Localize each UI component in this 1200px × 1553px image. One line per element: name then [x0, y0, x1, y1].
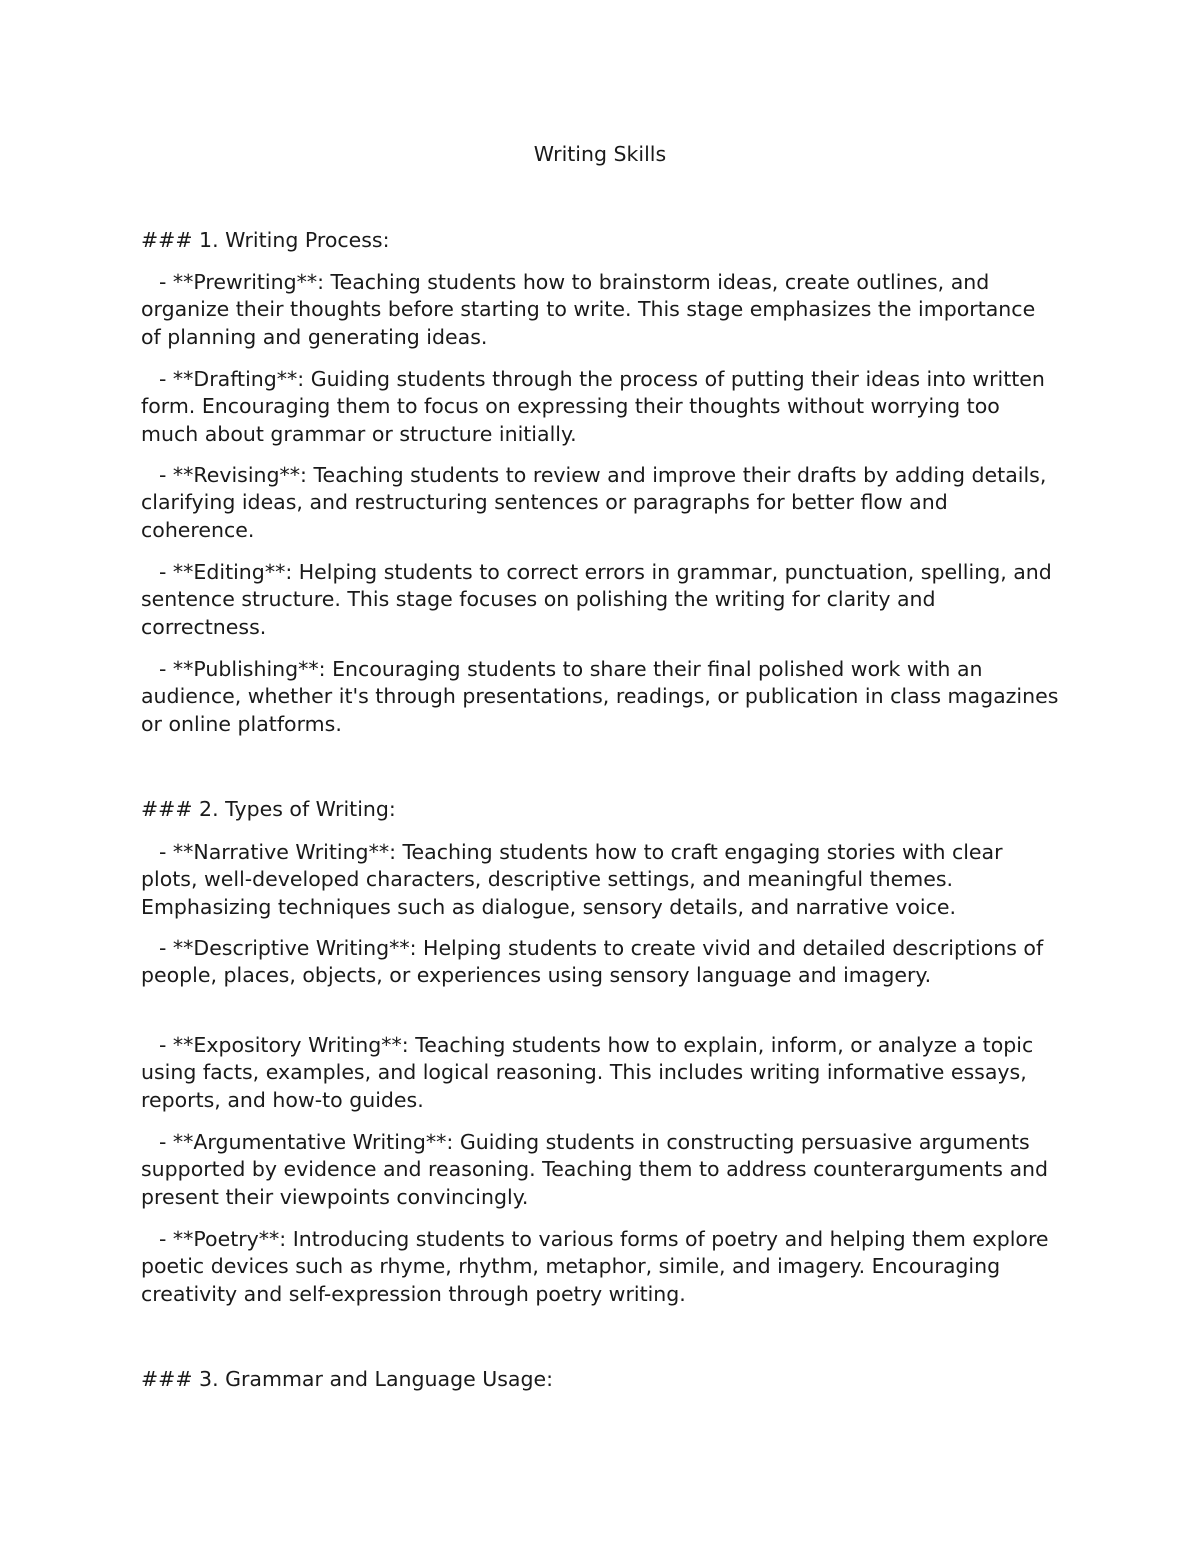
paragraph-editing: - **Editing**: Helping students to correct errors in grammar, punctuation, spelling, and sentence structure. This stage focuses on polishing the writing for clarity and correctness.: [141, 560, 1052, 639]
paragraph-descriptive-writing: - **Descriptive Writing**: Helping students to create vivid and detailed descriptions of people, places, objects, or experiences using sensory language and imagery.: [141, 936, 1044, 988]
paragraph-prewriting: - **Prewriting**: Teaching students how to brainstorm ideas, create outlines, and organize their thoughts before starting to write. This stage emphasizes the importance of planning and generating ideas.: [141, 270, 1036, 349]
paragraph-drafting: - **Drafting**: Guiding students through the process of putting their ideas into written form. Encouraging them to focus on expressing their thoughts without worrying too much about grammar or structure initially.: [141, 367, 1045, 446]
section-heading-writing-process: ### 1. Writing Process:: [141, 228, 390, 252]
paragraph-poetry: - **Poetry**: Introducing students to various forms of poetry and helping them explore poetic devices such as rhyme, rhythm, metaphor, simile, and imagery. Encouraging creativity and self-expression through poetry writing.: [141, 1227, 1049, 1306]
paragraph-expository-writing: - **Expository Writing**: Teaching students how to explain, inform, or analyze a topic using facts, examples, and logical reasoning. This includes writing informative essays, reports, and how-to guides.: [141, 1033, 1034, 1112]
paragraph-narrative-writing: - **Narrative Writing**: Teaching students how to craft engaging stories with clear plots, well-developed characters, descriptive settings, and meaningful themes. Emphasizing techniques such as dialogue, sensory details, and narrative voice.: [141, 840, 1003, 919]
section-heading-types-of-writing: ### 2. Types of Writing:: [141, 797, 396, 821]
section-heading-grammar-language-usage: ### 3. Grammar and Language Usage:: [141, 1367, 553, 1391]
paragraph-argumentative-writing: - **Argumentative Writing**: Guiding students in constructing persuasive arguments supported by evidence and reasoning. Teaching them to address counterarguments and present their viewpoints convincingly.: [141, 1130, 1049, 1209]
document-title: Writing Skills: [533, 142, 667, 166]
paragraph-revising: - **Revising**: Teaching students to review and improve their drafts by adding details, clarifying ideas, and restructuring sentences or paragraphs for better flow and coherence.: [141, 463, 1047, 542]
paragraph-publishing: - **Publishing**: Encouraging students to share their final polished work with an audience, whether it's through presentations, readings, or publication in class magazines or online platforms.: [141, 657, 1059, 736]
